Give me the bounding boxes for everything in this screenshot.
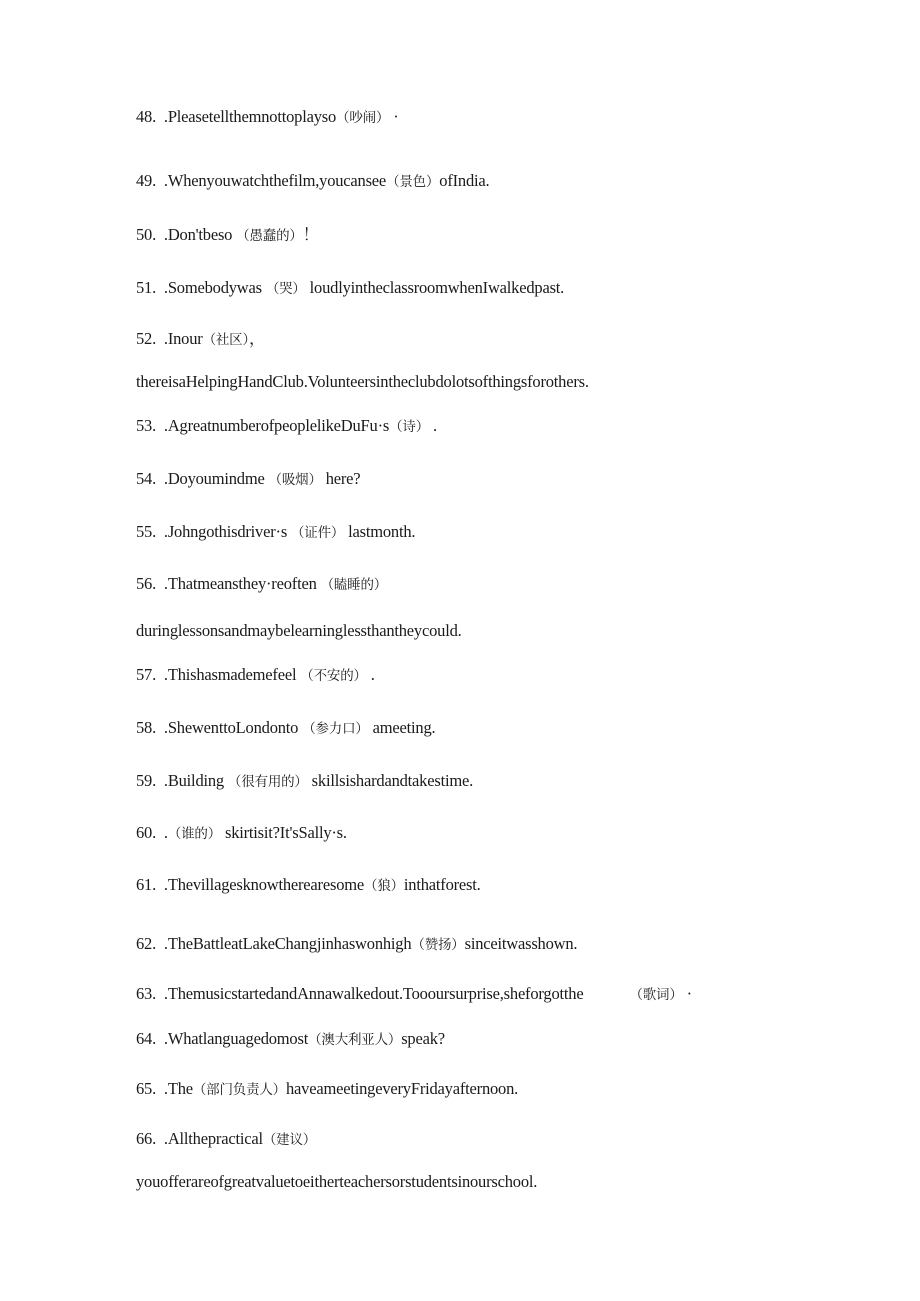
question-number: 66. — [136, 1129, 157, 1148]
chinese-hint: （赞扬） — [411, 937, 465, 953]
question-text: .ThemusicstartedandAnnawalkedout.Toooursurprise,sheforgotthe — [163, 984, 584, 1003]
question-text: .AgreatnumberofpeoplelikeDuFu·s — [163, 416, 390, 435]
question-57 — [136, 665, 375, 686]
question-number: 64. — [136, 1029, 157, 1048]
question-text: .Whenyouwatchthefilm,youcansee — [163, 171, 387, 190]
chinese-hint: （很有用的） — [227, 774, 308, 790]
question-text: .Building — [163, 771, 224, 790]
question-text: .The — [163, 1079, 193, 1098]
question-61 — [136, 875, 481, 896]
question-text: .Allthepractical — [163, 1129, 263, 1148]
question-text-end: ofIndia. — [439, 171, 490, 190]
question-number: 50. — [136, 225, 157, 244]
question-52 — [136, 329, 265, 350]
chinese-hint: （建议） — [262, 1132, 317, 1148]
chinese-hint: （不安的） — [300, 668, 367, 684]
question-number: 48. — [136, 107, 157, 126]
question-text-end: here? — [325, 469, 361, 488]
question-number: 55. — [136, 522, 157, 541]
question-text-end: skillsishardandtakestime. — [311, 771, 474, 790]
question-text-end: inthatforest. — [403, 875, 481, 894]
question-65 — [136, 1079, 518, 1100]
chinese-hint: （澳大利亚人） — [308, 1032, 402, 1048]
question-text-end: skirtisit?It'sSally·s. — [224, 823, 347, 842]
chinese-hint: （哭） — [265, 281, 306, 297]
chinese-hint: （谁的） — [167, 826, 222, 842]
question-56-continuation: duringlessonsandmaybelearninglessthantheycould. — [136, 621, 462, 640]
chinese-hint: （社区） — [202, 332, 250, 348]
question-text-end: haveameetingeveryFridayafternoon. — [285, 1079, 519, 1098]
question-58 — [136, 718, 435, 739]
question-text: .Inour — [163, 329, 203, 348]
question-text: .Thishasmademefeel — [163, 665, 297, 684]
question-number: 51. — [136, 278, 157, 297]
question-text: .Pleasetellthemnottoplayso — [163, 107, 337, 126]
chinese-hint: （歌词） — [629, 987, 683, 1003]
question-64 — [136, 1029, 445, 1050]
question-66-continuation: youofferareofgreatvaluetoeitherteachersorstudentsinourschool. — [136, 1172, 538, 1191]
question-50 — [136, 225, 319, 246]
question-60 — [136, 823, 347, 844]
question-text: . — [163, 823, 168, 842]
question-number: 59. — [136, 771, 157, 790]
question-63 — [136, 984, 692, 1005]
question-number: 52. — [136, 329, 157, 348]
question-52-continuation: thereisaHelpingHandClub.Volunteersintheclubdolotsofthingsforothers. — [136, 372, 589, 391]
chinese-hint: （愚蠢的） — [236, 228, 303, 244]
question-56 — [136, 574, 387, 595]
question-text-end: loudlyintheclassroomwhenIwalkedpast. — [309, 278, 565, 297]
question-number: 57. — [136, 665, 157, 684]
question-text-end: lastmonth. — [348, 522, 416, 541]
question-text: .Somebodywas — [163, 278, 262, 297]
chinese-hint: （吸烟） — [268, 472, 322, 488]
question-text-end: . — [432, 416, 437, 435]
chinese-hint: （参力口） — [302, 721, 369, 737]
question-48 — [136, 107, 398, 128]
question-number: 60. — [136, 823, 157, 842]
question-number: 61. — [136, 875, 157, 894]
question-text: .Whatlanguagedomost — [163, 1029, 309, 1048]
chinese-hint: （吵闹） — [336, 110, 390, 126]
question-number: 49. — [136, 171, 157, 190]
question-51 — [136, 278, 564, 299]
chinese-hint: （诗） — [389, 419, 429, 435]
question-53 — [136, 416, 437, 437]
question-number: 58. — [136, 718, 157, 737]
chinese-hint: （狼） — [364, 878, 404, 894]
question-text: .Don'tbeso — [163, 225, 233, 244]
question-text-end: speak? — [401, 1029, 445, 1048]
question-text: .TheBattleatLakeChangjinhaswonhigh — [163, 934, 412, 953]
question-number: 54. — [136, 469, 157, 488]
chinese-hint: （瞌睡的） — [320, 577, 388, 593]
question-text-end: · — [686, 984, 692, 1003]
chinese-hint: （景色） — [386, 174, 440, 190]
question-number: 56. — [136, 574, 157, 593]
question-text: .Thevillagesknowtherearesome — [163, 875, 365, 894]
question-54 — [136, 469, 360, 490]
question-text-end: ， — [249, 329, 266, 348]
chinese-hint: （部门负责人） — [192, 1082, 286, 1098]
question-text-end: . — [370, 665, 375, 684]
question-number: 65. — [136, 1079, 157, 1098]
question-number: 63. — [136, 984, 157, 1003]
question-text-end: ameeting. — [372, 718, 436, 737]
question-text-end: ！ — [302, 225, 319, 244]
question-59 — [136, 771, 473, 792]
question-text-end: · — [393, 107, 399, 126]
question-number: 53. — [136, 416, 157, 435]
question-text-end: sinceitwasshown. — [464, 934, 578, 953]
question-55 — [136, 522, 415, 543]
question-text: .ShewenttoLondonto — [163, 718, 299, 737]
question-49 — [136, 171, 489, 192]
question-text: .Thatmeansthey·reoften — [163, 574, 317, 593]
question-text: .Johngothisdriver·s — [163, 522, 288, 541]
question-62 — [136, 934, 577, 955]
chinese-hint: （证件） — [290, 525, 345, 541]
question-text: .Doyoumindme — [163, 469, 265, 488]
question-number: 62. — [136, 934, 157, 953]
question-66 — [136, 1129, 316, 1150]
